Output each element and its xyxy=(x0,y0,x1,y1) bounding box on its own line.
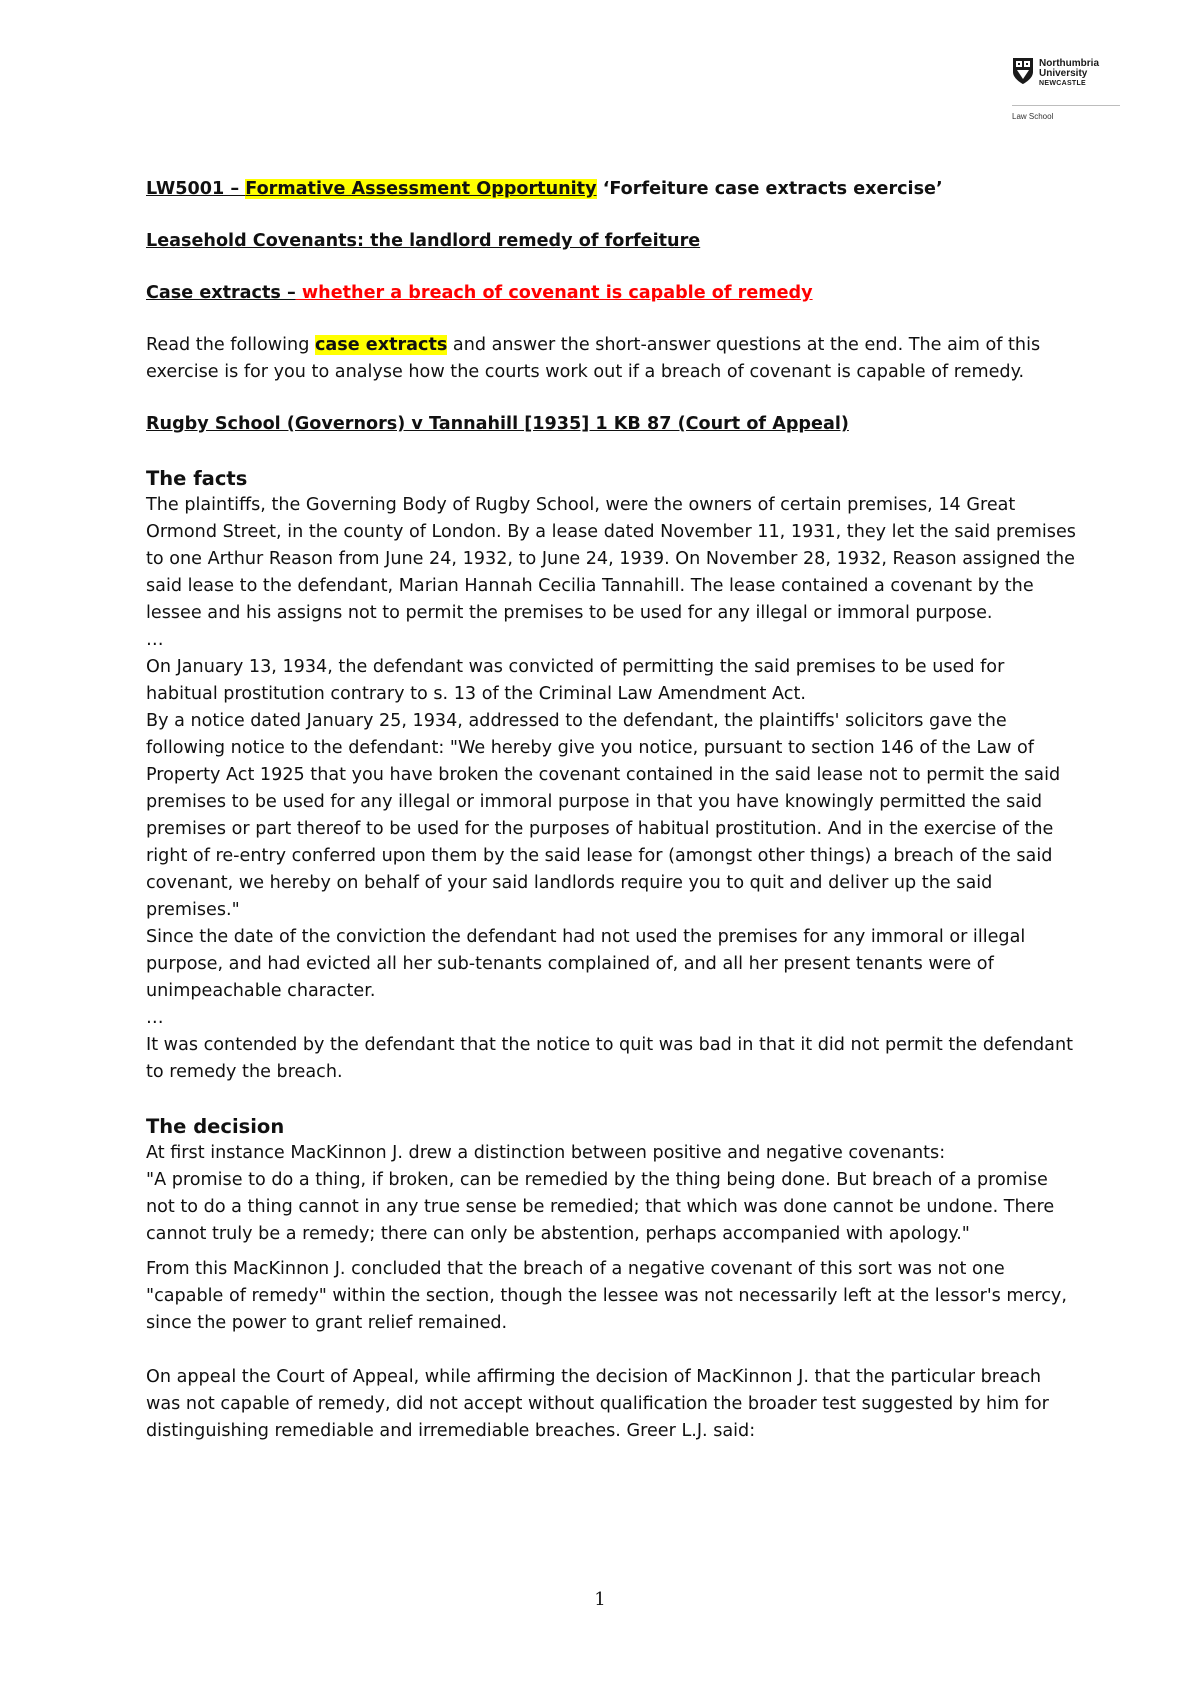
facts-paragraph: It was contended by the defendant that the notice to quit was bad in that it did not permit the defendant to remedy the breach. xyxy=(146,1035,1073,1082)
decision-quote: "A promise to do a thing, if broken, can be remedied by the thing being done. But breach of a promise not to do a thing cannot in any true sense be remedied; that which was done cannot be undone. There cannot truly be a remedy; there can only be abstention, perhaps accompanied with apology." xyxy=(146,1170,1055,1244)
document-title xyxy=(146,176,1076,203)
intro-paragraph xyxy=(146,332,1076,386)
crest-icon xyxy=(1012,57,1034,85)
decision-heading: The decision xyxy=(146,1115,285,1138)
case-extracts-prefix: Case extracts – xyxy=(146,283,296,303)
logo-line-3: NEWCASTLE xyxy=(1039,80,1087,87)
case-extracts-red: whether a breach of covenant is capable of remedy xyxy=(295,283,813,303)
facts-ellipsis: … xyxy=(146,630,164,650)
decision-paragraph: On appeal the Court of Appeal, while affirming the decision of MacKinnon J. that the particular breach was not capable of remedy, did not accept without qualification the broader test suggested by him for distinguishing remediable and irremediable breaches. Greer L.J. said: xyxy=(146,1367,1049,1441)
facts-heading: The facts xyxy=(146,467,248,490)
intro-highlight: case extracts xyxy=(314,335,448,355)
logo-line-1: Northumbria xyxy=(1039,58,1099,69)
title-rest: ‘Forfeiture case extracts exercise’ xyxy=(596,179,943,199)
case-extracts-heading xyxy=(146,280,1076,307)
facts-paragraph: Since the date of the conviction the defendant had not used the premises for any immoral or illegal purpose, and had evicted all her sub-tenants complained of, and all her present tenants were of unimpeachable character. xyxy=(146,927,1026,1001)
facts-paragraph: On January 13, 1934, the defendant was convicted of permitting the said premises to be used for habitual prostitution contrary to s. 13 of the Criminal Law Amendment Act. xyxy=(146,657,1005,704)
logo-subtitle: Law School xyxy=(1012,112,1054,121)
facts-paragraph: The plaintiffs, the Governing Body of Rugby School, were the owners of certain premises, 14 Great Ormond Street, in the county of London. By a lease dated November 11, 1931, they let the said premises to one Arthur Reason from June 24, 1932, to June 24, 1939. On November 28, 1932, Reason assigned the said lease to the defendant, Marian Hannah Cecilia Tannahill. The lease contained a covenant by the lessee and his assigns not to permit the premises to be used for any illegal or immoral purpose. xyxy=(146,495,1076,623)
decision-paragraph: At first instance MacKinnon J. drew a distinction between positive and negative covenants: xyxy=(146,1143,946,1163)
document-subtitle: Leasehold Covenants: the landlord remedy of forfeiture xyxy=(146,231,701,251)
facts-ellipsis: … xyxy=(146,1008,164,1028)
title-highlight: Formative Assessment Opportunity xyxy=(245,179,597,199)
intro-after: and answer the short-answer questions at the end. The aim of this exercise is for you to analyse how the courts work out if a breach of covenant is capable of remedy. xyxy=(146,335,1041,382)
intro-before: Read the following xyxy=(146,335,315,355)
facts-paragraph: By a notice dated January 25, 1934, addressed to the defendant, the plaintiffs' solicitors gave the following notice to the defendant: "We hereby give you notice, pursuant to section 146 of the Law of Property Act 1925 that you have broken the covenant contained in the said lease not to permit the said premises to be used for any illegal or immoral purpose in that you have knowingly permitted the said premises or part thereof to be used for the purposes of habitual prostitution. And in the exercise of the right of re-entry conferred upon them by the said lease for (amongst other things) a breach of the said covenant, we hereby on behalf of your said landlords require you to quit and deliver up the said premises." xyxy=(146,711,1061,920)
document-body xyxy=(146,176,1076,1445)
logo-line-2: University xyxy=(1039,68,1088,79)
case-title: Rugby School (Governors) v Tannahill [1935] 1 KB 87 (Court of Appeal) xyxy=(146,414,849,434)
decision-paragraph: From this MacKinnon J. concluded that the breach of a negative covenant of this sort was not one "capable of remedy" within the section, though the lessee was not necessarily left at the lessor's mercy, since the power to grant relief remained. xyxy=(146,1259,1067,1333)
title-code: LW5001 – xyxy=(146,179,246,199)
page-number: 1 xyxy=(594,1589,606,1610)
logo-divider xyxy=(1012,105,1120,106)
